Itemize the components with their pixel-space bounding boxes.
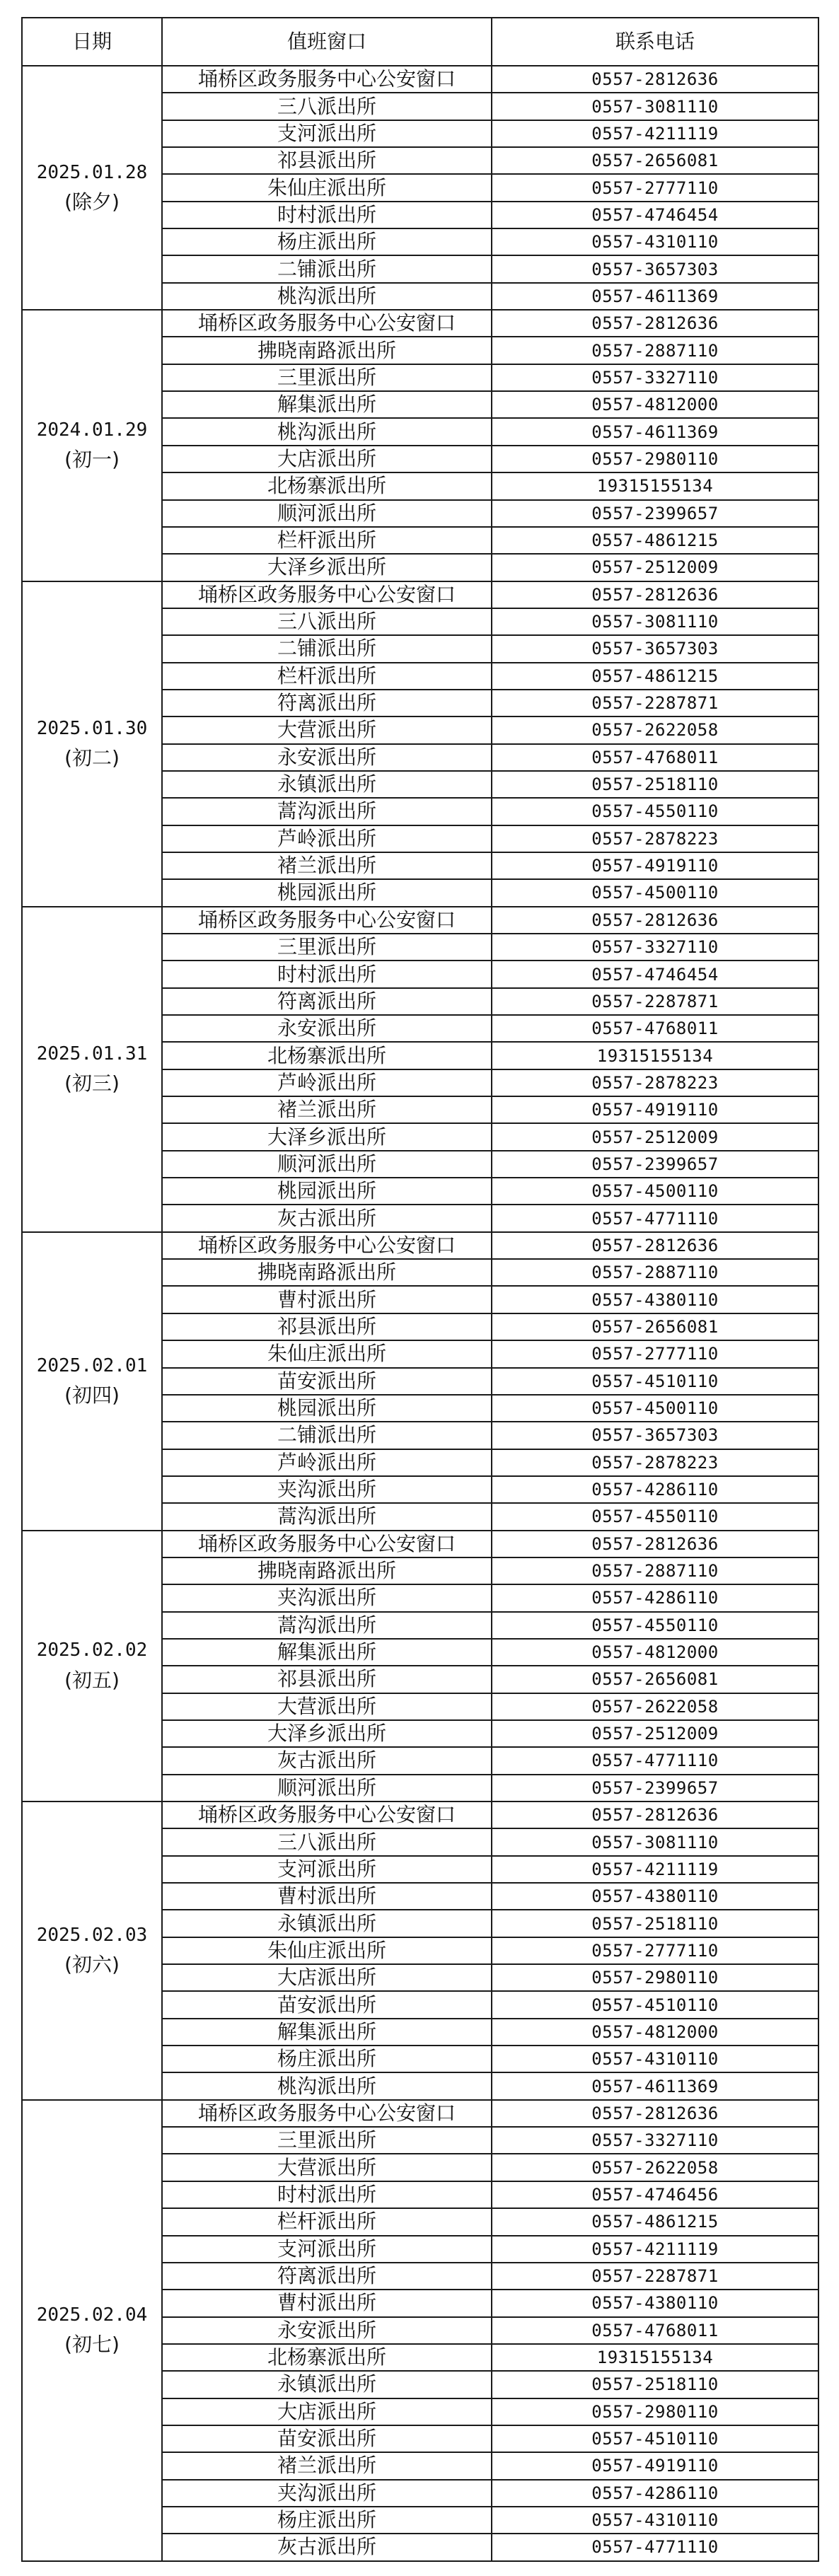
phone-cell: 0557-4919110 bbox=[492, 1096, 818, 1123]
phone-cell: 0557-4380110 bbox=[492, 1883, 818, 1910]
window-name-cell: 拂晓南路派出所 bbox=[162, 1259, 492, 1286]
window-name-cell: 桃沟派出所 bbox=[162, 418, 492, 445]
phone-cell: 0557-2287871 bbox=[492, 988, 818, 1015]
phone-cell: 19315155134 bbox=[492, 1042, 818, 1069]
phone-cell: 0557-2812636 bbox=[492, 1531, 818, 1557]
phone-cell: 0557-2287871 bbox=[492, 2263, 818, 2290]
date-value: 2024.01.29 bbox=[36, 419, 148, 441]
window-name-cell: 北杨寨派出所 bbox=[162, 1042, 492, 1069]
phone-cell: 19315155134 bbox=[492, 472, 818, 499]
window-name-cell: 蒿沟派出所 bbox=[162, 1503, 492, 1530]
window-name-cell: 支河派出所 bbox=[162, 1856, 492, 1883]
phone-cell: 0557-4286110 bbox=[492, 1584, 818, 1611]
window-name-cell: 三八派出所 bbox=[162, 608, 492, 635]
window-name-cell: 曹村派出所 bbox=[162, 2290, 492, 2316]
window-name-cell: 灰古派出所 bbox=[162, 2534, 492, 2560]
window-name-cell: 朱仙庄派出所 bbox=[162, 1340, 492, 1367]
window-name-cell: 解集派出所 bbox=[162, 2019, 492, 2046]
date-label: (初五) bbox=[64, 1668, 120, 1692]
window-name-cell: 桃园派出所 bbox=[162, 1178, 492, 1205]
phone-cell: 0557-2887110 bbox=[492, 1557, 818, 1584]
window-name-cell: 埇桥区政务服务中心公安窗口 bbox=[162, 1531, 492, 1557]
window-name-cell: 朱仙庄派出所 bbox=[162, 174, 492, 201]
window-name-cell: 三里派出所 bbox=[162, 2127, 492, 2154]
phone-cell: 0557-4812000 bbox=[492, 2019, 818, 2046]
phone-cell: 0557-2518110 bbox=[492, 771, 818, 798]
phone-cell: 0557-4286110 bbox=[492, 1476, 818, 1503]
window-name-cell: 褚兰派出所 bbox=[162, 1096, 492, 1123]
window-name-cell: 芦岭派出所 bbox=[162, 1069, 492, 1096]
window-name-cell: 栏杆派出所 bbox=[162, 527, 492, 554]
date-label: (初四) bbox=[64, 1383, 120, 1408]
phone-cell: 0557-4500110 bbox=[492, 879, 818, 906]
window-name-cell: 大泽乡派出所 bbox=[162, 1123, 492, 1150]
window-name-cell: 三里派出所 bbox=[162, 364, 492, 391]
phone-cell: 0557-4510110 bbox=[492, 1991, 818, 2018]
phone-cell: 0557-2812636 bbox=[492, 66, 818, 93]
window-name-cell: 埇桥区政务服务中心公安窗口 bbox=[162, 581, 492, 608]
phone-cell: 0557-4310110 bbox=[492, 2046, 818, 2072]
window-name-cell: 夹沟派出所 bbox=[162, 2480, 492, 2507]
table-row bbox=[22, 66, 818, 93]
window-name-cell: 芦岭派出所 bbox=[162, 1449, 492, 1476]
phone-cell: 0557-2656081 bbox=[492, 147, 818, 174]
phone-cell: 0557-2878223 bbox=[492, 1069, 818, 1096]
date-value: 2025.01.30 bbox=[36, 717, 148, 739]
window-name-cell: 支河派出所 bbox=[162, 120, 492, 147]
phone-cell: 0557-4211119 bbox=[492, 1856, 818, 1883]
window-name-cell: 祁县派出所 bbox=[162, 1666, 492, 1693]
phone-cell: 0557-3657303 bbox=[492, 1422, 818, 1449]
window-name-cell: 大营派出所 bbox=[162, 1693, 492, 1720]
date-label: (初二) bbox=[64, 746, 120, 770]
date-value: 2025.02.01 bbox=[36, 1354, 148, 1376]
date-label: (初三) bbox=[64, 1072, 120, 1096]
table-row bbox=[22, 1531, 818, 1557]
phone-cell: 0557-2512009 bbox=[492, 1123, 818, 1150]
phone-cell: 0557-4286110 bbox=[492, 2480, 818, 2507]
phone-cell: 0557-2656081 bbox=[492, 1666, 818, 1693]
header-date: 日期 bbox=[22, 18, 162, 66]
date-value: 2025.01.28 bbox=[36, 161, 148, 183]
window-name-cell: 支河派出所 bbox=[162, 2236, 492, 2263]
header-phone: 联系电话 bbox=[492, 18, 818, 66]
phone-cell: 0557-4500110 bbox=[492, 1395, 818, 1422]
phone-cell: 0557-2656081 bbox=[492, 1313, 818, 1340]
phone-cell: 0557-4510110 bbox=[492, 2425, 818, 2452]
window-name-cell: 时村派出所 bbox=[162, 202, 492, 228]
phone-cell: 0557-2980110 bbox=[492, 1964, 818, 1991]
phone-cell: 0557-3081110 bbox=[492, 1828, 818, 1855]
phone-cell: 0557-4861215 bbox=[492, 2208, 818, 2235]
window-name-cell: 顺河派出所 bbox=[162, 1775, 492, 1802]
phone-cell: 0557-2887110 bbox=[492, 1259, 818, 1286]
date-value: 2025.02.03 bbox=[36, 1925, 148, 1946]
window-name-cell: 三里派出所 bbox=[162, 934, 492, 961]
phone-cell: 0557-2399657 bbox=[492, 500, 818, 527]
window-name-cell: 蒿沟派出所 bbox=[162, 798, 492, 825]
date-value: 2025.01.31 bbox=[36, 1043, 148, 1064]
phone-cell: 0557-3657303 bbox=[492, 255, 818, 282]
phone-cell: 0557-2812636 bbox=[492, 1232, 818, 1259]
window-name-cell: 大泽乡派出所 bbox=[162, 1720, 492, 1747]
window-name-cell: 祁县派出所 bbox=[162, 147, 492, 174]
date-label: (初一) bbox=[64, 448, 120, 472]
phone-cell: 0557-2887110 bbox=[492, 337, 818, 364]
phone-cell: 0557-4310110 bbox=[492, 2507, 818, 2534]
window-name-cell: 埇桥区政务服务中心公安窗口 bbox=[162, 2100, 492, 2127]
window-name-cell: 芦岭派出所 bbox=[162, 825, 492, 852]
window-name-cell: 解集派出所 bbox=[162, 1639, 492, 1666]
phone-cell: 0557-2980110 bbox=[492, 446, 818, 472]
phone-cell: 0557-2399657 bbox=[492, 1775, 818, 1802]
phone-cell: 0557-4380110 bbox=[492, 1286, 818, 1313]
window-name-cell: 符离派出所 bbox=[162, 988, 492, 1015]
phone-cell: 0557-4861215 bbox=[492, 663, 818, 690]
phone-cell: 0557-4746454 bbox=[492, 961, 818, 987]
window-name-cell: 杨庄派出所 bbox=[162, 228, 492, 255]
phone-cell: 0557-3327110 bbox=[492, 2127, 818, 2154]
window-name-cell: 曹村派出所 bbox=[162, 1286, 492, 1313]
phone-cell: 0557-3081110 bbox=[492, 93, 818, 120]
date-cell bbox=[22, 2100, 162, 2561]
window-name-cell: 大店派出所 bbox=[162, 2398, 492, 2425]
phone-cell: 0557-4611369 bbox=[492, 2072, 818, 2099]
phone-cell: 0557-2622058 bbox=[492, 716, 818, 743]
window-name-cell: 顺河派出所 bbox=[162, 500, 492, 527]
window-name-cell: 时村派出所 bbox=[162, 961, 492, 987]
window-name-cell: 蒿沟派出所 bbox=[162, 1612, 492, 1639]
phone-cell: 0557-2622058 bbox=[492, 2154, 818, 2181]
table-row bbox=[22, 1802, 818, 1828]
phone-cell: 0557-2812636 bbox=[492, 1802, 818, 1828]
phone-cell: 0557-4211119 bbox=[492, 120, 818, 147]
window-name-cell: 灰古派出所 bbox=[162, 1205, 492, 1231]
phone-cell: 0557-2512009 bbox=[492, 554, 818, 581]
date-cell bbox=[22, 1232, 162, 1531]
window-name-cell: 拂晓南路派出所 bbox=[162, 1557, 492, 1584]
phone-cell: 0557-2777110 bbox=[492, 1340, 818, 1367]
window-name-cell: 三八派出所 bbox=[162, 93, 492, 120]
window-name-cell: 褚兰派出所 bbox=[162, 2452, 492, 2479]
phone-cell: 0557-4768011 bbox=[492, 2317, 818, 2344]
date-cell bbox=[22, 1802, 162, 2100]
window-name-cell: 桃沟派出所 bbox=[162, 283, 492, 310]
window-name-cell: 永安派出所 bbox=[162, 744, 492, 771]
table-row bbox=[22, 2100, 818, 2127]
phone-cell: 0557-2622058 bbox=[492, 1693, 818, 1720]
phone-cell: 0557-4746456 bbox=[492, 2181, 818, 2208]
phone-cell: 0557-2812636 bbox=[492, 907, 818, 934]
window-name-cell: 大营派出所 bbox=[162, 2154, 492, 2181]
window-name-cell: 夹沟派出所 bbox=[162, 1476, 492, 1503]
phone-cell: 0557-4919110 bbox=[492, 852, 818, 879]
table-row bbox=[22, 1232, 818, 1259]
phone-cell: 0557-2812636 bbox=[492, 2100, 818, 2127]
window-name-cell: 桃园派出所 bbox=[162, 1395, 492, 1422]
phone-cell: 0557-3081110 bbox=[492, 608, 818, 635]
phone-cell: 0557-2399657 bbox=[492, 1151, 818, 1178]
window-name-cell: 大泽乡派出所 bbox=[162, 554, 492, 581]
window-name-cell: 永安派出所 bbox=[162, 1015, 492, 1042]
phone-cell: 0557-4550110 bbox=[492, 1503, 818, 1530]
date-value: 2025.02.02 bbox=[36, 1640, 148, 1661]
phone-cell: 0557-4771110 bbox=[492, 1747, 818, 1774]
phone-cell: 19315155134 bbox=[492, 2344, 818, 2371]
phone-cell: 0557-4550110 bbox=[492, 1612, 818, 1639]
phone-cell: 0557-4768011 bbox=[492, 744, 818, 771]
window-name-cell: 桃沟派出所 bbox=[162, 2072, 492, 2099]
date-label: (初七) bbox=[64, 2333, 120, 2357]
window-name-cell: 二铺派出所 bbox=[162, 635, 492, 662]
phone-cell: 0557-4550110 bbox=[492, 798, 818, 825]
window-name-cell: 栏杆派出所 bbox=[162, 2208, 492, 2235]
phone-cell: 0557-4510110 bbox=[492, 1368, 818, 1395]
window-name-cell: 桃园派出所 bbox=[162, 879, 492, 906]
phone-cell: 0557-4861215 bbox=[492, 527, 818, 554]
window-name-cell: 埇桥区政务服务中心公安窗口 bbox=[162, 1802, 492, 1828]
phone-cell: 0557-4380110 bbox=[492, 2290, 818, 2316]
header-window: 值班窗口 bbox=[162, 18, 492, 66]
table-row bbox=[22, 581, 818, 608]
phone-cell: 0557-4771110 bbox=[492, 1205, 818, 1231]
phone-cell: 0557-2812636 bbox=[492, 581, 818, 608]
window-name-cell: 曹村派出所 bbox=[162, 1883, 492, 1910]
phone-cell: 0557-3657303 bbox=[492, 635, 818, 662]
window-name-cell: 永镇派出所 bbox=[162, 2371, 492, 2398]
window-name-cell: 埇桥区政务服务中心公安窗口 bbox=[162, 1232, 492, 1259]
phone-cell: 0557-2777110 bbox=[492, 174, 818, 201]
phone-cell: 0557-2518110 bbox=[492, 2371, 818, 2398]
duty-table bbox=[21, 17, 819, 2562]
window-name-cell: 二铺派出所 bbox=[162, 255, 492, 282]
table-row bbox=[22, 907, 818, 934]
date-label: (除夕) bbox=[64, 190, 120, 214]
window-name-cell: 符离派出所 bbox=[162, 690, 492, 716]
phone-cell: 0557-2878223 bbox=[492, 825, 818, 852]
window-name-cell: 大营派出所 bbox=[162, 716, 492, 743]
duty-schedule bbox=[21, 17, 818, 2559]
window-name-cell: 埇桥区政务服务中心公安窗口 bbox=[162, 310, 492, 337]
table-row bbox=[22, 310, 818, 337]
phone-cell: 0557-4500110 bbox=[492, 1178, 818, 1205]
phone-cell: 0557-4771110 bbox=[492, 2534, 818, 2560]
phone-cell: 0557-2812636 bbox=[492, 310, 818, 337]
date-cell bbox=[22, 66, 162, 310]
phone-cell: 0557-2287871 bbox=[492, 690, 818, 716]
phone-cell: 0557-4611369 bbox=[492, 418, 818, 445]
window-name-cell: 顺河派出所 bbox=[162, 1151, 492, 1178]
phone-cell: 0557-2777110 bbox=[492, 1937, 818, 1964]
date-cell bbox=[22, 907, 162, 1232]
date-value: 2025.02.04 bbox=[36, 2304, 148, 2326]
window-name-cell: 苗安派出所 bbox=[162, 1368, 492, 1395]
phone-cell: 0557-4611369 bbox=[492, 283, 818, 310]
phone-cell: 0557-2512009 bbox=[492, 1720, 818, 1747]
window-name-cell: 埇桥区政务服务中心公安窗口 bbox=[162, 907, 492, 934]
window-name-cell: 拂晓南路派出所 bbox=[162, 337, 492, 364]
date-cell bbox=[22, 310, 162, 581]
window-name-cell: 符离派出所 bbox=[162, 2263, 492, 2290]
window-name-cell: 永镇派出所 bbox=[162, 771, 492, 798]
phone-cell: 0557-2980110 bbox=[492, 2398, 818, 2425]
window-name-cell: 栏杆派出所 bbox=[162, 663, 492, 690]
window-name-cell: 杨庄派出所 bbox=[162, 2046, 492, 2072]
phone-cell: 0557-4768011 bbox=[492, 1015, 818, 1042]
window-name-cell: 褚兰派出所 bbox=[162, 852, 492, 879]
phone-cell: 0557-3327110 bbox=[492, 364, 818, 391]
phone-cell: 0557-3327110 bbox=[492, 934, 818, 961]
phone-cell: 0557-4746454 bbox=[492, 202, 818, 228]
window-name-cell: 二铺派出所 bbox=[162, 1422, 492, 1449]
window-name-cell: 祁县派出所 bbox=[162, 1313, 492, 1340]
phone-cell: 0557-2518110 bbox=[492, 1910, 818, 1937]
window-name-cell: 解集派出所 bbox=[162, 391, 492, 418]
window-name-cell: 永安派出所 bbox=[162, 2317, 492, 2344]
window-name-cell: 大店派出所 bbox=[162, 1964, 492, 1991]
phone-cell: 0557-4812000 bbox=[492, 1639, 818, 1666]
window-name-cell: 苗安派出所 bbox=[162, 1991, 492, 2018]
window-name-cell: 北杨寨派出所 bbox=[162, 2344, 492, 2371]
phone-cell: 0557-4310110 bbox=[492, 228, 818, 255]
header-row bbox=[22, 18, 818, 66]
window-name-cell: 北杨寨派出所 bbox=[162, 472, 492, 499]
phone-cell: 0557-4919110 bbox=[492, 2452, 818, 2479]
window-name-cell: 时村派出所 bbox=[162, 2181, 492, 2208]
window-name-cell: 三八派出所 bbox=[162, 1828, 492, 1855]
window-name-cell: 永镇派出所 bbox=[162, 1910, 492, 1937]
window-name-cell: 夹沟派出所 bbox=[162, 1584, 492, 1611]
window-name-cell: 埇桥区政务服务中心公安窗口 bbox=[162, 66, 492, 93]
window-name-cell: 灰古派出所 bbox=[162, 1747, 492, 1774]
window-name-cell: 杨庄派出所 bbox=[162, 2507, 492, 2534]
date-label: (初六) bbox=[64, 1953, 120, 1977]
window-name-cell: 苗安派出所 bbox=[162, 2425, 492, 2452]
date-cell bbox=[22, 1531, 162, 1802]
phone-cell: 0557-2878223 bbox=[492, 1449, 818, 1476]
window-name-cell: 大店派出所 bbox=[162, 446, 492, 472]
date-cell bbox=[22, 581, 162, 907]
table-body bbox=[22, 66, 818, 2561]
window-name-cell: 朱仙庄派出所 bbox=[162, 1937, 492, 1964]
phone-cell: 0557-4211119 bbox=[492, 2236, 818, 2263]
phone-cell: 0557-4812000 bbox=[492, 391, 818, 418]
